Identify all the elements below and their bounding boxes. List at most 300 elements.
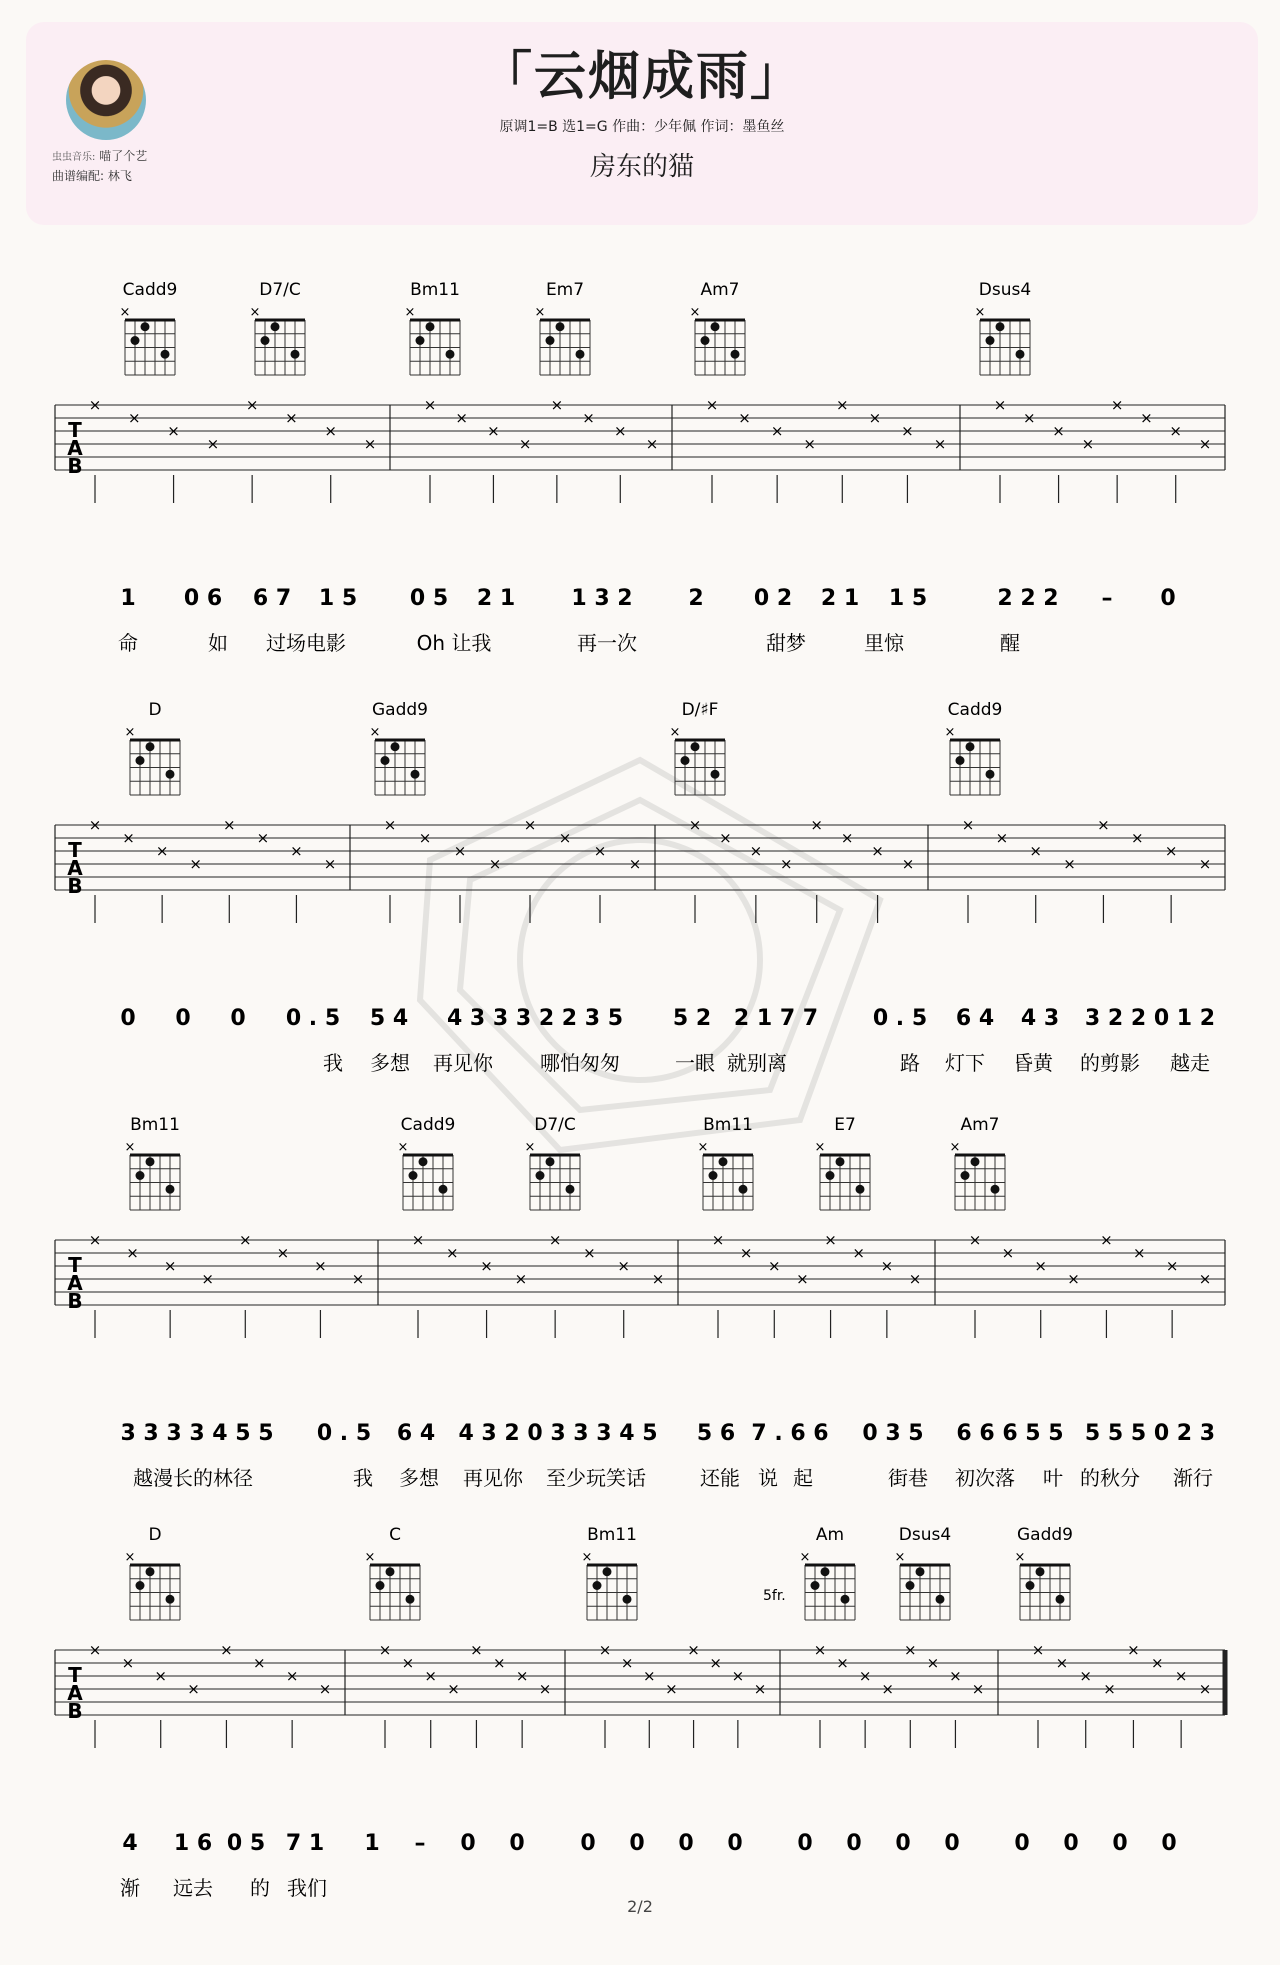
lyric-text: 再见你	[463, 1466, 523, 1490]
finger-dot	[391, 742, 400, 751]
finger-dot	[1036, 1567, 1045, 1576]
chord-name: Am	[815, 1525, 845, 1545]
tab-note-x: ×	[538, 1680, 552, 1698]
tab-note-x: ×	[514, 1270, 528, 1288]
jianpu-notes: 2 1	[820, 586, 860, 611]
jianpu-notes: 2	[688, 586, 704, 611]
finger-dot	[161, 350, 170, 359]
muted-string-mark: ×	[124, 1140, 136, 1155]
finger-dot	[1056, 1595, 1065, 1604]
tab-note-x: ×	[1127, 1641, 1140, 1659]
tab-note-x: ×	[803, 435, 817, 453]
lyric-text: 再见你	[433, 1051, 493, 1075]
chord-name: E7	[834, 1115, 856, 1135]
finger-dot	[166, 1595, 175, 1604]
tab-clef: B	[67, 1699, 83, 1723]
jianpu-notes: 0 . 5	[316, 1421, 372, 1446]
chord-diagram	[950, 1115, 1005, 1210]
tab-note-x: ×	[285, 409, 298, 427]
jianpu-notes: 4 3 2 0 3 3 3 4 5	[458, 1421, 658, 1446]
muted-string-mark: ×	[119, 305, 131, 320]
muted-string-mark: ×	[249, 305, 261, 320]
chord-name: Am7	[700, 280, 740, 300]
chord-name: Gadd9	[1017, 1525, 1073, 1545]
tab-clef: A	[67, 1681, 83, 1705]
chord-name: Em7	[545, 280, 585, 300]
muted-string-mark: ×	[364, 1550, 376, 1565]
singer-name: 房东的猫	[589, 152, 694, 182]
jianpu-notes: 0	[1160, 586, 1176, 611]
finger-dot	[623, 1595, 632, 1604]
chord-name: Gadd9	[372, 700, 428, 720]
tab-note-x: ×	[901, 422, 914, 440]
lyric-text: 越走	[1170, 1051, 1210, 1075]
tab-note-x: ×	[1055, 1654, 1069, 1672]
finger-dot	[291, 350, 300, 359]
tab-note-x: ×	[548, 1231, 562, 1249]
tab-note-x: ×	[1198, 1270, 1212, 1288]
jianpu-notes: 1 5	[318, 586, 358, 611]
muted-string-mark: ×	[697, 1140, 709, 1155]
tab-clef: A	[67, 1271, 83, 1295]
finger-dot	[556, 322, 565, 331]
lyric-text: Oh 让我	[416, 631, 492, 655]
song-title: 「云烟成雨」	[479, 47, 804, 107]
tab-note-x: ×	[598, 1641, 612, 1659]
finger-dot	[711, 322, 720, 331]
tab-note-x: ×	[583, 1244, 596, 1262]
tab-note-x: ×	[163, 1257, 177, 1275]
tab-note-x: ×	[206, 435, 220, 453]
tab-note-x: ×	[187, 1680, 200, 1698]
jianpu-notes: 1 6	[173, 1831, 213, 1856]
finger-dot	[916, 1567, 925, 1576]
tab-note-x: ×	[167, 422, 180, 440]
tab-note-x: ×	[88, 816, 102, 834]
lyric-text: 一眼	[675, 1051, 715, 1075]
tab-note-x: ×	[1100, 1231, 1113, 1249]
lyric-text: 还能	[700, 1466, 740, 1490]
finger-dot	[146, 1157, 155, 1166]
chord-name: Bm11	[130, 1115, 180, 1135]
tab-note-x: ×	[88, 1641, 102, 1659]
tab-note-x: ×	[767, 1257, 781, 1275]
tab-note-x: ×	[926, 1654, 940, 1672]
tab-note-x: ×	[318, 1680, 332, 1698]
tab-note-x: ×	[122, 829, 135, 847]
jianpu-notes: 0	[230, 1006, 246, 1031]
tab-note-x: ×	[453, 842, 467, 860]
finger-dot	[1016, 350, 1025, 359]
tab-note-x: ×	[908, 1270, 922, 1288]
tab-note-x: ×	[470, 1641, 483, 1659]
tab-note-x: ×	[1198, 855, 1212, 873]
tab-note-x: ×	[488, 855, 502, 873]
chord-name: D	[148, 1525, 162, 1545]
finger-dot	[416, 336, 425, 345]
tab-note-x: ×	[238, 1231, 252, 1249]
tab-note-x: ×	[1103, 1680, 1116, 1698]
finger-dot	[691, 742, 700, 751]
chord-diagram	[895, 1525, 952, 1620]
tab-note-x: ×	[88, 396, 102, 414]
tab-note-x: ×	[424, 1667, 438, 1685]
tab-note-x: ×	[709, 1654, 723, 1672]
tab-clef: T	[68, 418, 82, 442]
jianpu-notes: 2 1	[476, 586, 516, 611]
tab-note-x: ×	[1081, 435, 1095, 453]
lyric-text: 命	[118, 631, 138, 655]
muted-string-mark: ×	[397, 1140, 409, 1155]
tab-note-x: ×	[719, 829, 732, 847]
lyric-text: 醒	[1000, 631, 1020, 655]
lyric-text: 叶	[1043, 1466, 1063, 1490]
finger-dot	[131, 336, 140, 345]
jianpu-notes: 7 1	[285, 1831, 325, 1856]
finger-dot	[936, 1595, 945, 1604]
page-number: 2/2	[627, 1897, 653, 1916]
tab-note-x: ×	[351, 1270, 365, 1288]
finger-dot	[271, 322, 280, 331]
tab-note-x: ×	[127, 409, 141, 427]
tab-note-x: ×	[492, 1654, 506, 1672]
chord-diagram	[125, 1115, 180, 1210]
tab-note-x: ×	[1169, 422, 1183, 440]
tab-note-x: ×	[189, 855, 203, 873]
lyric-text: 的	[250, 1876, 270, 1900]
jianpu-notes: –	[414, 1831, 426, 1856]
tab-system-4	[55, 1525, 1225, 1900]
lyric-text: 越漫长的林径	[133, 1466, 253, 1490]
tab-note-x: ×	[1079, 1667, 1093, 1685]
finger-dot	[419, 1157, 428, 1166]
lyric-text: 甜梦	[766, 631, 806, 655]
tab-note-x: ×	[858, 1667, 872, 1685]
chord-diagram	[398, 1115, 456, 1210]
jianpu-notes: 7 . 6 6	[751, 1421, 829, 1446]
tab-note-x: ×	[88, 1231, 102, 1249]
tab-note-x: ×	[378, 1641, 392, 1659]
chord-diagram	[125, 700, 180, 795]
finger-dot	[739, 1185, 748, 1194]
tab-note-x: ×	[711, 1231, 725, 1249]
tab-note-x: ×	[961, 816, 975, 834]
tab-system-2	[55, 700, 1225, 1075]
tab-note-x: ×	[1150, 1654, 1164, 1672]
tab-note-x: ×	[731, 1667, 745, 1685]
tab-note-x: ×	[1110, 396, 1124, 414]
tab-note-x: ×	[968, 1231, 982, 1249]
chord-name: D/♯F	[681, 700, 719, 720]
finger-dot	[536, 1171, 545, 1180]
tab-note-x: ×	[155, 842, 169, 860]
tab-note-x: ×	[1029, 842, 1043, 860]
lyric-text: 如	[208, 631, 228, 655]
jianpu-notes: 1 3 2	[571, 586, 633, 611]
tab-note-x: ×	[550, 396, 564, 414]
tab-note-x: ×	[593, 842, 607, 860]
jianpu-notes: 0	[509, 1831, 525, 1856]
jianpu-notes: 6 7	[252, 586, 292, 611]
chord-name: Bm11	[587, 1525, 637, 1545]
lyric-text: 渐行	[1173, 1466, 1213, 1490]
tab-note-x: ×	[620, 1654, 634, 1672]
chord-diagram	[525, 1115, 580, 1210]
finger-dot	[166, 770, 175, 779]
jianpu-notes: 0 6	[183, 586, 223, 611]
tab-note-x: ×	[813, 1641, 827, 1659]
lyric-text: 多想	[370, 1051, 410, 1075]
tab-note-x: ×	[487, 422, 500, 440]
chord-diagram	[120, 280, 178, 375]
finger-dot	[711, 770, 720, 779]
tab-note-x: ×	[1132, 1244, 1146, 1262]
chord-diagram	[1015, 1525, 1073, 1620]
tab-note-x: ×	[256, 829, 270, 847]
finger-dot	[836, 1157, 845, 1166]
finger-dot	[1026, 1581, 1035, 1590]
chord-name: Dsus4	[978, 280, 1032, 300]
tab-note-x: ×	[933, 435, 947, 453]
finger-dot	[971, 1157, 980, 1166]
jianpu-notes: 4 3	[1020, 1006, 1060, 1031]
lyric-text: 过场电影	[266, 631, 346, 655]
tab-note-x: ×	[824, 1231, 837, 1249]
chord-name: Bm11	[410, 280, 460, 300]
jianpu-notes: 5 2	[672, 1006, 712, 1031]
tab-note-x: ×	[447, 1680, 460, 1698]
finger-dot	[826, 1171, 835, 1180]
lyric-text: 渐	[120, 1876, 140, 1900]
jianpu-notes: 5 5 5 0 2 3	[1084, 1421, 1216, 1446]
finger-dot	[576, 350, 585, 359]
lyric-text: 再一次	[577, 631, 637, 655]
jianpu-notes: 0 5	[409, 586, 449, 611]
tab-note-x: ×	[901, 855, 915, 873]
tab-note-x: ×	[154, 1667, 168, 1685]
tab-note-x: ×	[1067, 1270, 1080, 1288]
finger-dot	[411, 770, 420, 779]
lyric-text: 的秋分	[1080, 1466, 1140, 1490]
finger-dot	[956, 756, 965, 765]
song-meta: 原调1=B 选1=G 作曲：少年佩 作词：墨鱼丝	[499, 119, 785, 135]
finger-dot	[986, 336, 995, 345]
tab-note-x: ×	[1097, 816, 1110, 834]
tab-note-x: ×	[126, 1244, 139, 1262]
tab-note-x: ×	[779, 855, 793, 873]
jianpu-notes: 0 2	[753, 586, 793, 611]
tab-note-x: ×	[868, 409, 882, 427]
muted-string-mark: ×	[124, 1550, 136, 1565]
tab-note-x: ×	[1001, 1244, 1015, 1262]
tab-note-x: ×	[770, 422, 784, 440]
tab-note-x: ×	[323, 855, 337, 873]
tab-note-x: ×	[558, 829, 572, 847]
chord-name: Cadd9	[947, 700, 1003, 720]
lyric-text: 至少玩笑话	[546, 1466, 646, 1490]
tab-note-x: ×	[222, 816, 236, 834]
lyric-text: 说	[758, 1466, 778, 1490]
credit-tab-arranger: 曲谱编配: 林飞	[52, 169, 132, 183]
finger-dot	[821, 1567, 830, 1576]
tab-note-x: ×	[1174, 1667, 1188, 1685]
jianpu-notes: 0	[846, 1831, 862, 1856]
chord-diagram	[945, 700, 1003, 795]
tab-note-x: ×	[993, 396, 1007, 414]
chord-name: D7/C	[259, 280, 301, 300]
finger-dot	[603, 1567, 612, 1576]
jianpu-notes: 6 6 6 5 5	[956, 1421, 1064, 1446]
jianpu-notes: 0	[1112, 1831, 1128, 1856]
chord-diagram	[670, 700, 725, 795]
tab-note-x: ×	[628, 855, 642, 873]
jianpu-notes: 0	[1014, 1831, 1030, 1856]
jianpu-notes: 0 . 5	[285, 1006, 341, 1031]
jianpu-notes: 5 6	[696, 1421, 736, 1446]
tab-note-x: ×	[852, 1244, 866, 1262]
lyric-text: 起	[793, 1466, 813, 1490]
muted-string-mark: ×	[369, 725, 381, 740]
lyric-text: 远去	[173, 1876, 213, 1900]
chord-diagram	[698, 1115, 753, 1210]
tab-note-x: ×	[835, 396, 849, 414]
jianpu-notes: 0	[460, 1831, 476, 1856]
tab-note-x: ×	[796, 1270, 809, 1288]
tab-note-x: ×	[971, 1680, 985, 1698]
jianpu-notes: 6 4	[955, 1006, 995, 1031]
tab-note-x: ×	[515, 1667, 529, 1685]
jianpu-notes: 0 5	[226, 1831, 266, 1856]
tab-note-x: ×	[613, 422, 627, 440]
jianpu-notes: 0 . 5	[872, 1006, 928, 1031]
chord-diagram	[815, 1115, 870, 1210]
tab-note-x: ×	[1034, 1257, 1048, 1275]
finger-dot	[841, 1595, 850, 1604]
finger-dot	[731, 350, 740, 359]
tab-note-x: ×	[201, 1270, 215, 1288]
jianpu-notes: 0	[797, 1831, 813, 1856]
muted-string-mark: ×	[581, 1550, 593, 1565]
tab-note-x: ×	[220, 1641, 233, 1659]
finger-dot	[426, 322, 435, 331]
tab-note-x: ×	[121, 1654, 135, 1672]
muted-string-mark: ×	[814, 1140, 826, 1155]
tab-note-x: ×	[314, 1257, 327, 1275]
finger-dot	[376, 1581, 385, 1590]
tab-note-x: ×	[840, 829, 854, 847]
muted-string-mark: ×	[404, 305, 416, 320]
lyric-text: 的剪影	[1080, 1051, 1140, 1075]
lyric-text: 我	[323, 1051, 343, 1075]
finger-dot	[146, 742, 155, 751]
muted-string-mark: ×	[124, 725, 136, 740]
tab-note-x: ×	[705, 396, 719, 414]
tab-clef: T	[68, 1253, 82, 1277]
jianpu-notes: 6 4	[396, 1421, 436, 1446]
finger-dot	[709, 1171, 718, 1180]
chord-name: Cadd9	[122, 280, 178, 300]
tab-note-x: ×	[1164, 842, 1178, 860]
jianpu-notes: 5 4	[369, 1006, 409, 1031]
chord-diagram	[365, 1525, 420, 1620]
finger-dot	[261, 336, 270, 345]
finger-dot	[701, 336, 710, 345]
chord-diagram	[405, 280, 460, 375]
finger-dot	[719, 1157, 728, 1166]
tab-note-x: ×	[245, 396, 259, 414]
muted-string-mark: ×	[944, 725, 956, 740]
finger-dot	[546, 1157, 555, 1166]
finger-dot	[996, 322, 1005, 331]
tab-note-x: ×	[1198, 1680, 1212, 1698]
muted-string-mark: ×	[689, 305, 701, 320]
tab-clef: T	[68, 1663, 82, 1687]
tab-note-x: ×	[651, 1270, 665, 1288]
tab-clef: B	[67, 874, 83, 898]
tab-note-x: ×	[418, 829, 432, 847]
lyric-text: 初次落	[955, 1466, 1015, 1490]
jianpu-notes: 0	[580, 1831, 596, 1856]
tab-note-x: ×	[645, 435, 659, 453]
muted-string-mark: ×	[949, 1140, 961, 1155]
tab-note-x: ×	[401, 1654, 415, 1672]
tab-note-x: ×	[276, 1244, 290, 1262]
tab-note-x: ×	[836, 1654, 849, 1672]
finger-dot	[446, 350, 455, 359]
tab-note-x: ×	[455, 409, 469, 427]
chord-name: C	[389, 1525, 401, 1545]
finger-dot	[986, 770, 995, 779]
tab-note-x: ×	[1022, 409, 1036, 427]
tab-note-x: ×	[1052, 422, 1065, 440]
tab-note-x: ×	[523, 816, 537, 834]
chord-diagram	[690, 280, 745, 375]
tab-note-x: ×	[665, 1680, 678, 1698]
chord-diagram	[535, 280, 590, 375]
jianpu-notes: 0	[629, 1831, 645, 1856]
tab-note-x: ×	[363, 435, 377, 453]
jianpu-notes: 4 3 3 3 2 2 3 5	[446, 1006, 624, 1031]
tab-note-x: ×	[480, 1257, 493, 1275]
finger-dot	[856, 1185, 865, 1194]
tab-note-x: ×	[753, 1680, 767, 1698]
tab-note-x: ×	[738, 409, 751, 427]
tab-note-x: ×	[617, 1257, 631, 1275]
tab-note-x: ×	[324, 422, 338, 440]
muted-string-mark: ×	[799, 1550, 811, 1565]
muted-string-mark: ×	[974, 305, 986, 320]
tab-note-x: ×	[445, 1244, 459, 1262]
jianpu-notes: 0	[175, 1006, 191, 1031]
jianpu-notes: 0	[1161, 1831, 1177, 1856]
jianpu-notes: –	[1101, 586, 1113, 611]
finger-dot	[439, 1185, 448, 1194]
tab-note-x: ×	[1140, 409, 1153, 427]
jianpu-notes: 0	[120, 1006, 136, 1031]
tab-clef: T	[68, 838, 82, 862]
muted-string-mark: ×	[669, 725, 681, 740]
tab-note-x: ×	[1031, 1641, 1045, 1659]
tab-clef: B	[67, 454, 83, 478]
finger-dot	[961, 1171, 970, 1180]
tab-note-x: ×	[687, 1641, 700, 1659]
tab-system-1	[55, 280, 1225, 655]
chord-diagram	[582, 1525, 637, 1620]
tab-note-x: ×	[749, 842, 763, 860]
tab-note-x: ×	[1130, 829, 1144, 847]
tab-note-x: ×	[582, 409, 595, 427]
finger-dot	[386, 1567, 395, 1576]
